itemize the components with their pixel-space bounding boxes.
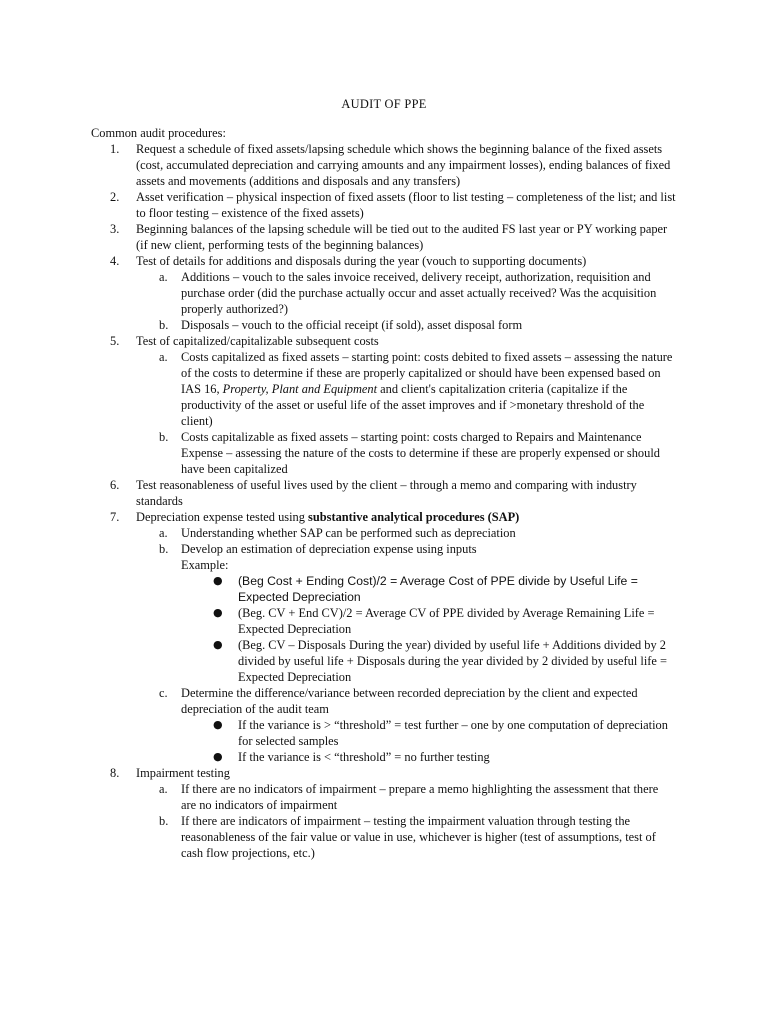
bullet-icon: ● bbox=[213, 638, 223, 651]
item-number: 6. bbox=[110, 478, 120, 492]
bullet-item bbox=[0, 637, 768, 685]
sub-item-text: Understanding whether SAP can be performed such as depreciation bbox=[181, 526, 516, 540]
bullet-item bbox=[0, 717, 768, 749]
item-text bbox=[136, 509, 676, 525]
list-item-1 bbox=[0, 141, 768, 189]
item-text: Test of details for additions and disposals during the year (vouch to supporting documents) bbox=[136, 254, 587, 268]
bullet-text: (Beg. CV – Disposals During the year) divided by useful life + Additions divided by 2 divided by useful life + Disposals during the year divided by 2 divided by useful life = Expected Depreciation bbox=[238, 638, 667, 684]
sub-item-letter: b. bbox=[159, 318, 169, 332]
item-number: 5. bbox=[110, 334, 120, 348]
example-label: Example: bbox=[181, 558, 229, 572]
sub-item-4a bbox=[0, 269, 768, 317]
sub-item-text: If there are no indicators of impairment – prepare a memo highlighting the assessment that there are no indicators of impairment bbox=[181, 782, 659, 812]
sub-item-text: Additions – vouch to the sales invoice received, delivery receipt, authorization, requisition and purchase order (did the purchase actually occur and asset actually received? Was the acquisition properly authorized?) bbox=[181, 270, 657, 316]
bullet-text: If the variance is < “threshold” = no further testing bbox=[238, 750, 490, 764]
emphasis-text: substantive analytical procedures (SAP) bbox=[308, 510, 520, 524]
bullet-icon: ● bbox=[213, 750, 223, 763]
sub-item-5a bbox=[0, 349, 768, 429]
sub-item-letter: c. bbox=[159, 686, 168, 700]
sub-item-letter: a. bbox=[159, 782, 168, 796]
list-item-6 bbox=[0, 477, 768, 509]
sub-item-7c bbox=[0, 685, 768, 717]
item-text: Beginning balances of the lapsing schedule will be tied out to the audited FS last year or PY working paper (if new client, performing tests of the beginning balances) bbox=[136, 222, 668, 252]
item-number: 2. bbox=[110, 190, 120, 204]
text-segment: Costs capitalized as fixed assets – starting point: costs debited to fixed assets – assessing the nature of the costs to determine if these are properly capitalized or should have been expensed based on IAS 16, bbox=[181, 350, 673, 396]
bullet-icon: ● bbox=[213, 606, 223, 619]
list-item-5 bbox=[0, 333, 768, 349]
sub-item-8a bbox=[0, 781, 768, 813]
standard-title: Property, Plant and Equipment bbox=[222, 382, 378, 396]
sub-item-letter: b. bbox=[159, 542, 169, 556]
item-number: 7. bbox=[110, 510, 120, 524]
sub-item-letter: a. bbox=[159, 526, 168, 540]
bullet-icon: ● bbox=[213, 574, 223, 587]
item-text: Test of capitalized/capitalizable subsequent costs bbox=[136, 334, 379, 348]
bullet-item bbox=[0, 605, 768, 637]
sub-item-7a bbox=[0, 525, 768, 541]
page-title: AUDIT OF PPE bbox=[341, 97, 427, 111]
bullet-item bbox=[0, 749, 768, 765]
item-text: Impairment testing bbox=[136, 766, 230, 780]
item-text: Asset verification – physical inspection of fixed assets (floor to list testing – completeness of the list; and list to floor testing – existence of the fixed assets) bbox=[136, 190, 676, 220]
sub-item-text: If there are indicators of impairment – testing the impairment valuation through testing the reasonableness of the fair value or value in use, whichever is higher (test of assumptions, test of cash flow projections, etc.) bbox=[181, 814, 656, 860]
item-number: 1. bbox=[110, 142, 120, 156]
bullet-text: If the variance is > “threshold” = test further – one by one computation of depreciation for selected samples bbox=[238, 718, 668, 748]
sub-item-7b bbox=[0, 541, 768, 557]
sub-item-text: Costs capitalizable as fixed assets – starting point: costs charged to Repairs and Maintenance Expense – assessing the nature of the costs to determine if these are properly expensed or should have been capitalized bbox=[181, 430, 660, 476]
sub-item-letter: a. bbox=[159, 350, 168, 364]
bullet-text: (Beg. CV + End CV)/2 = Average CV of PPE divided by Average Remaining Life = Expected Depreciation bbox=[238, 606, 655, 636]
sub-item-text: Determine the difference/variance between recorded depreciation by the client and expected depreciation of the audit team bbox=[181, 686, 638, 716]
sub-item-text bbox=[181, 349, 676, 429]
sub-item-text: Develop an estimation of depreciation expense using inputs bbox=[181, 542, 477, 556]
item-text: Request a schedule of fixed assets/lapsing schedule which shows the beginning balance of the fixed assets (cost, accumulated depreciation and carrying amounts and any impairment losses), ending balances of fixed assets and movements (additions and disposals and any transfers) bbox=[136, 142, 671, 188]
item-number: 4. bbox=[110, 254, 120, 268]
intro-text: Common audit procedures: bbox=[91, 126, 226, 140]
sub-item-text: Disposals – vouch to the official receipt (if sold), asset disposal form bbox=[181, 318, 523, 332]
list-item-4 bbox=[0, 253, 768, 269]
sub-item-letter: b. bbox=[159, 430, 169, 444]
item-text: Test reasonableness of useful lives used by the client – through a memo and comparing with industry standards bbox=[136, 478, 637, 508]
list-item-7 bbox=[0, 509, 768, 525]
sub-item-letter: b. bbox=[159, 814, 169, 828]
sub-item-letter: a. bbox=[159, 270, 168, 284]
bullet-text: (Beg Cost + Ending Cost)/2 = Average Cost of PPE divide by Useful Life = Expected Depreciation bbox=[238, 574, 638, 604]
list-item-8 bbox=[0, 765, 768, 781]
sub-item-4b bbox=[0, 317, 768, 333]
bullet-item bbox=[0, 573, 768, 605]
item-number: 3. bbox=[110, 222, 120, 236]
text-segment: and client's capitalization criteria (capitalize if the productivity of the asset or useful life of the asset improves and if >monetary threshold of the client) bbox=[181, 382, 645, 428]
bullet-icon: ● bbox=[213, 718, 223, 731]
text-segment: Depreciation expense tested using bbox=[136, 510, 309, 524]
item-number: 8. bbox=[110, 766, 120, 780]
sub-item-5b bbox=[0, 429, 768, 477]
list-item-2 bbox=[0, 189, 768, 221]
sub-item-8b bbox=[0, 813, 768, 861]
procedures-list bbox=[0, 141, 768, 861]
list-item-3 bbox=[0, 221, 768, 253]
